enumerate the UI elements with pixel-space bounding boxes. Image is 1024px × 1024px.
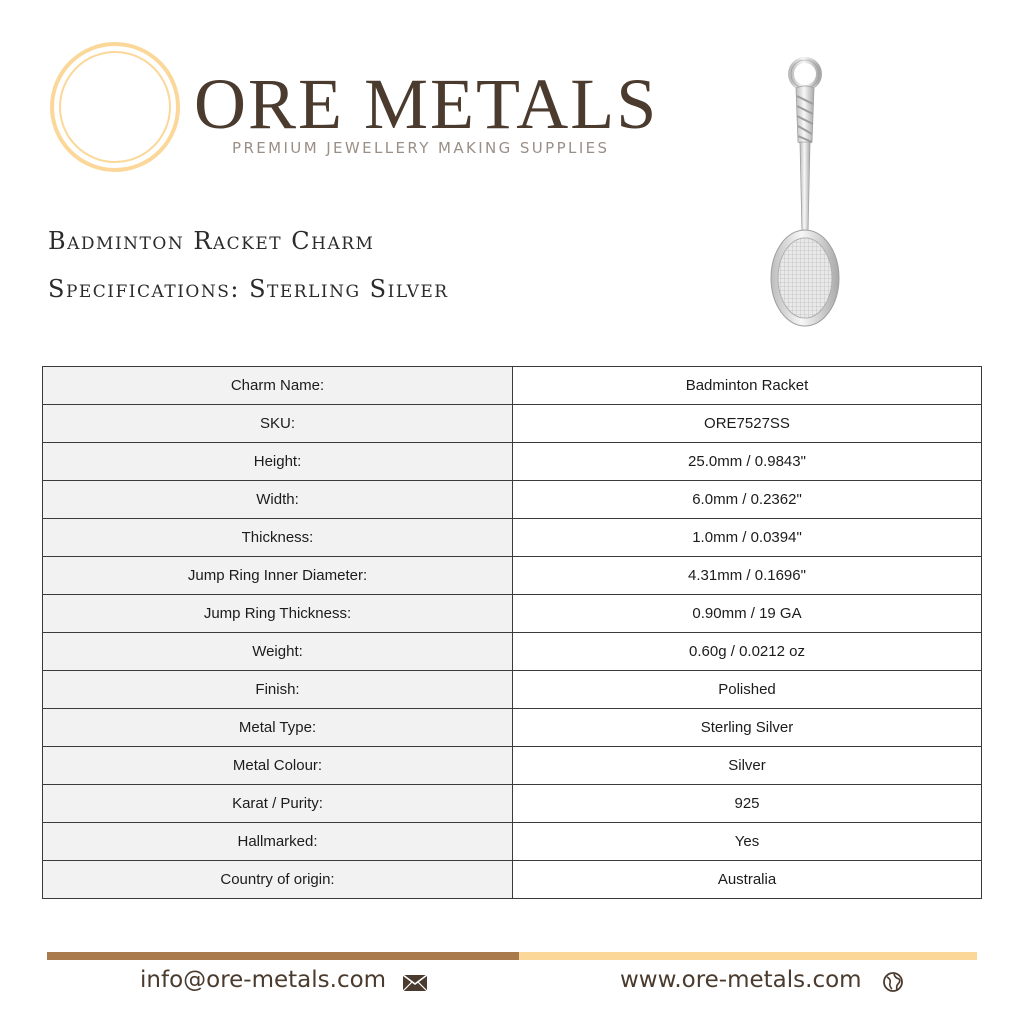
spec-value: ORE7527SS [513,405,982,443]
spec-label: Thickness: [43,519,513,557]
product-spec-line: Specifications: Sterling Silver [48,275,449,303]
footer-website-link[interactable]: www.ore-metals.com [620,967,862,993]
spec-row [43,785,982,823]
spec-label: Weight: [43,633,513,671]
spec-label: Metal Colour: [43,747,513,785]
spec-label: Jump Ring Inner Diameter: [43,557,513,595]
spec-row [43,861,982,899]
spec-row [43,747,982,785]
footer-bar-dark [47,952,519,960]
spec-label: SKU: [43,405,513,443]
product-title: Badminton Racket Charm [48,227,375,255]
spec-row [43,671,982,709]
spec-label: Country of origin: [43,861,513,899]
brand-tagline: PREMIUM JEWELLERY MAKING SUPPLIES [232,139,610,157]
logo-ring-icon [48,40,182,174]
globe-icon [882,971,904,993]
spec-value: Australia [513,861,982,899]
spec-value: 1.0mm / 0.0394" [513,519,982,557]
spec-label: Karat / Purity: [43,785,513,823]
spec-label: Hallmarked: [43,823,513,861]
badminton-racket-charm-icon [760,54,852,330]
footer-bar-light [519,952,977,960]
spec-row [43,709,982,747]
spec-row [43,823,982,861]
spec-label: Charm Name: [43,367,513,405]
spec-value: Silver [513,747,982,785]
spec-value: 25.0mm / 0.9843" [513,443,982,481]
brand-name: ORE METALS [194,64,659,144]
spec-label: Finish: [43,671,513,709]
spec-value: 0.90mm / 19 GA [513,595,982,633]
spec-value: 0.60g / 0.0212 oz [513,633,982,671]
spec-value: Polished [513,671,982,709]
spec-row [43,367,982,405]
spec-row [43,519,982,557]
spec-row [43,595,982,633]
spec-row [43,557,982,595]
spec-value: 925 [513,785,982,823]
envelope-icon [402,974,428,992]
spec-value: 4.31mm / 0.1696" [513,557,982,595]
spec-row [43,633,982,671]
spec-label: Jump Ring Thickness: [43,595,513,633]
spec-value: 6.0mm / 0.2362" [513,481,982,519]
spec-value: Yes [513,823,982,861]
spec-label: Width: [43,481,513,519]
footer-email-link[interactable]: info@ore-metals.com [140,967,387,993]
spec-label: Height: [43,443,513,481]
spec-row [43,405,982,443]
spec-table [42,366,982,899]
spec-value: Sterling Silver [513,709,982,747]
spec-row [43,481,982,519]
spec-value: Badminton Racket [513,367,982,405]
spec-label: Metal Type: [43,709,513,747]
spec-row [43,443,982,481]
